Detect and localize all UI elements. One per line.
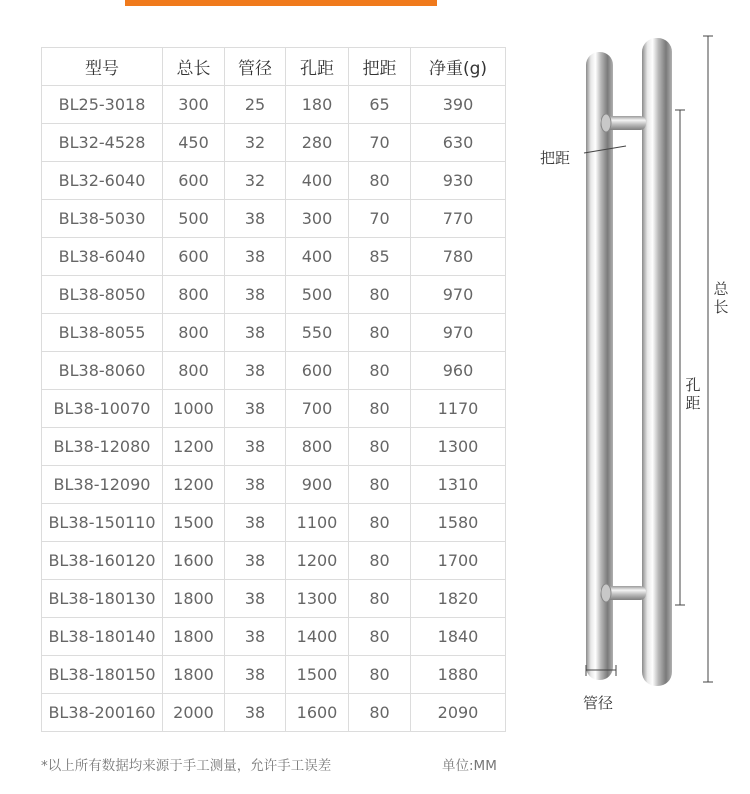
- table-cell: BL38-180130: [42, 580, 163, 618]
- table-cell: 25: [225, 86, 286, 124]
- table-cell: 32: [225, 124, 286, 162]
- table-cell: 70: [349, 200, 411, 238]
- table-cell: 800: [163, 352, 225, 390]
- lower-standoff: [600, 584, 646, 602]
- table-header-row: [42, 48, 506, 86]
- column-header: 孔距: [286, 48, 349, 86]
- table-cell: BL38-10070: [42, 390, 163, 428]
- table-cell: BL38-180150: [42, 656, 163, 694]
- table-cell: 38: [225, 352, 286, 390]
- table-cell: 38: [225, 694, 286, 732]
- table-row: [42, 238, 506, 276]
- table-cell: 600: [163, 238, 225, 276]
- table-cell: 80: [349, 694, 411, 732]
- table-cell: 80: [349, 352, 411, 390]
- table-cell: BL32-6040: [42, 162, 163, 200]
- table-row: [42, 352, 506, 390]
- table-cell: 2000: [163, 694, 225, 732]
- table-cell: 450: [163, 124, 225, 162]
- spec-table: [41, 47, 506, 732]
- table-cell: 630: [411, 124, 506, 162]
- table-row: [42, 694, 506, 732]
- table-cell: BL38-12080: [42, 428, 163, 466]
- table-cell: 38: [225, 390, 286, 428]
- table-cell: 1200: [286, 542, 349, 580]
- label-handle-distance: 把距: [540, 149, 571, 167]
- table-cell: 960: [411, 352, 506, 390]
- table-cell: 38: [225, 466, 286, 504]
- table-cell: 700: [286, 390, 349, 428]
- table-row: [42, 618, 506, 656]
- label-hole-distance: 孔距: [685, 376, 701, 412]
- table-cell: 80: [349, 428, 411, 466]
- table-cell: 180: [286, 86, 349, 124]
- upper-standoff: [600, 114, 646, 132]
- table-cell: BL38-5030: [42, 200, 163, 238]
- table-row: [42, 504, 506, 542]
- table-cell: 970: [411, 276, 506, 314]
- table-cell: 800: [163, 314, 225, 352]
- table-cell: 80: [349, 656, 411, 694]
- table-cell: BL32-4528: [42, 124, 163, 162]
- table-cell: 300: [163, 86, 225, 124]
- table-cell: 400: [286, 162, 349, 200]
- table-cell: 600: [163, 162, 225, 200]
- table-cell: 80: [349, 618, 411, 656]
- table-cell: 1580: [411, 504, 506, 542]
- table-cell: 38: [225, 238, 286, 276]
- table-cell: 38: [225, 314, 286, 352]
- table-cell: 65: [349, 86, 411, 124]
- table-cell: 38: [225, 618, 286, 656]
- table-row: [42, 86, 506, 124]
- table-cell: 280: [286, 124, 349, 162]
- table-cell: 400: [286, 238, 349, 276]
- table-cell: 80: [349, 390, 411, 428]
- table-cell: 1170: [411, 390, 506, 428]
- table-cell: 500: [286, 276, 349, 314]
- table-row: [42, 162, 506, 200]
- table-cell: 38: [225, 656, 286, 694]
- table-cell: 70: [349, 124, 411, 162]
- table-row: [42, 542, 506, 580]
- table-cell: 80: [349, 504, 411, 542]
- table-cell: 970: [411, 314, 506, 352]
- label-tube-diameter: 管径: [583, 694, 614, 712]
- column-header: 管径: [225, 48, 286, 86]
- table-cell: 80: [349, 542, 411, 580]
- table-cell: BL38-160120: [42, 542, 163, 580]
- table-cell: BL38-8050: [42, 276, 163, 314]
- table-row: [42, 466, 506, 504]
- table-cell: 1800: [163, 656, 225, 694]
- table-cell: 38: [225, 542, 286, 580]
- column-header: 总长: [163, 48, 225, 86]
- table-cell: 1840: [411, 618, 506, 656]
- table-cell: 1820: [411, 580, 506, 618]
- table-cell: 2090: [411, 694, 506, 732]
- table-cell: BL25-3018: [42, 86, 163, 124]
- table-row: [42, 428, 506, 466]
- table-cell: 1100: [286, 504, 349, 542]
- table-row: [42, 276, 506, 314]
- table-body: [42, 86, 506, 732]
- table-cell: 300: [286, 200, 349, 238]
- table-cell: 80: [349, 466, 411, 504]
- table-cell: 80: [349, 162, 411, 200]
- table-cell: BL38-12090: [42, 466, 163, 504]
- table-cell: BL38-8060: [42, 352, 163, 390]
- table-cell: BL38-200160: [42, 694, 163, 732]
- front-bar: [642, 38, 672, 686]
- label-total-length: 总长: [713, 280, 729, 316]
- table-cell: 600: [286, 352, 349, 390]
- table-cell: 800: [163, 276, 225, 314]
- table-cell: 1800: [163, 580, 225, 618]
- unit-label: 单位:MM: [442, 758, 497, 774]
- table-cell: 1500: [286, 656, 349, 694]
- table-cell: 1300: [411, 428, 506, 466]
- table-cell: 500: [163, 200, 225, 238]
- table-cell: 1310: [411, 466, 506, 504]
- table-cell: 390: [411, 86, 506, 124]
- table-cell: 550: [286, 314, 349, 352]
- footnote: *以上所有数据均来源于手工测量，允许手工误差: [41, 758, 332, 774]
- table-cell: 38: [225, 200, 286, 238]
- column-header: 把距: [349, 48, 411, 86]
- table-cell: 32: [225, 162, 286, 200]
- table-cell: 1700: [411, 542, 506, 580]
- table-cell: 1600: [163, 542, 225, 580]
- table-cell: 38: [225, 504, 286, 542]
- table-cell: BL38-180140: [42, 618, 163, 656]
- table-cell: 38: [225, 428, 286, 466]
- table-cell: 1300: [286, 580, 349, 618]
- table-cell: 80: [349, 276, 411, 314]
- table-cell: 1800: [163, 618, 225, 656]
- table-cell: BL38-150110: [42, 504, 163, 542]
- table-cell: 80: [349, 580, 411, 618]
- table-row: [42, 124, 506, 162]
- table-cell: 38: [225, 276, 286, 314]
- table-cell: 1880: [411, 656, 506, 694]
- column-header: 净重(g): [411, 48, 506, 86]
- table-cell: 1000: [163, 390, 225, 428]
- table-cell: 85: [349, 238, 411, 276]
- table-cell: 900: [286, 466, 349, 504]
- table-cell: 1200: [163, 466, 225, 504]
- table-cell: 770: [411, 200, 506, 238]
- table-row: [42, 200, 506, 238]
- table-cell: 930: [411, 162, 506, 200]
- table-row: [42, 314, 506, 352]
- column-header: 型号: [42, 48, 163, 86]
- top-accent-bar: [125, 0, 437, 6]
- table-cell: 1600: [286, 694, 349, 732]
- table-row: [42, 580, 506, 618]
- table-row: [42, 656, 506, 694]
- table-cell: 80: [349, 314, 411, 352]
- table-cell: BL38-8055: [42, 314, 163, 352]
- table-cell: 780: [411, 238, 506, 276]
- table-cell: 1400: [286, 618, 349, 656]
- table-cell: 38: [225, 580, 286, 618]
- table-cell: 1200: [163, 428, 225, 466]
- handle-diagram: [530, 20, 750, 710]
- table-row: [42, 390, 506, 428]
- table-cell: 1500: [163, 504, 225, 542]
- table-cell: BL38-6040: [42, 238, 163, 276]
- table-cell: 800: [286, 428, 349, 466]
